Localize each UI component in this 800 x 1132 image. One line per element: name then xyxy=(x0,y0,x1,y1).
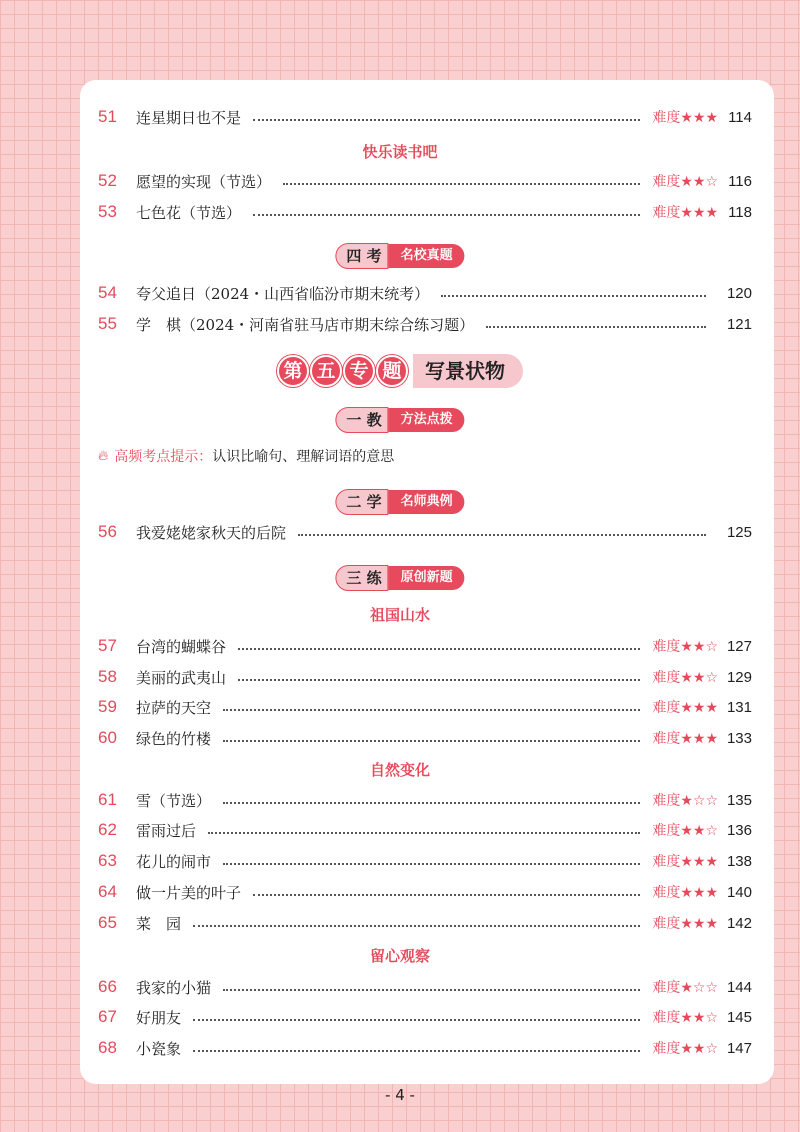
leader-dots xyxy=(238,679,640,681)
badge-label: 三 练 xyxy=(335,565,388,591)
leader-dots xyxy=(238,648,640,650)
leader-dots xyxy=(298,534,706,536)
entry-page: 142 xyxy=(726,914,752,932)
toc-entry[interactable] xyxy=(98,102,752,132)
difficulty-rating: 难度★★★ xyxy=(652,854,718,870)
subheading-nature: 自然变化 xyxy=(369,761,430,779)
entry-number: 56 xyxy=(98,522,117,541)
leader-dots xyxy=(223,863,640,865)
subheading-observe: 留心观察 xyxy=(369,947,430,965)
entry-title: 连星期日也不是 xyxy=(136,108,242,127)
entry-page: 129 xyxy=(726,668,752,686)
entry-page: 135 xyxy=(726,791,752,809)
entry-number: 58 xyxy=(98,667,117,686)
entry-title: 学 棋（2024・河南省驻马店市期末综合练习题） xyxy=(136,315,475,334)
entry-page: 125 xyxy=(726,523,752,541)
entry-title: 美丽的武夷山 xyxy=(136,668,227,687)
toc-entry[interactable] xyxy=(98,785,752,815)
difficulty-rating: 难度★★★ xyxy=(652,205,718,221)
toc-entry[interactable] xyxy=(98,877,752,907)
page-number: - 4 - xyxy=(385,1086,415,1104)
badge-tag: 原创新题 xyxy=(389,566,465,590)
toc-entry[interactable] xyxy=(98,309,752,339)
entry-number: 65 xyxy=(98,913,117,932)
entry-number: 64 xyxy=(98,882,117,901)
entry-title: 绿色的竹楼 xyxy=(136,729,212,748)
entry-page: 118 xyxy=(728,203,752,221)
badge-tag: 名校真题 xyxy=(389,244,465,268)
entry-title: 雪（节选） xyxy=(136,791,212,810)
section-badge-two xyxy=(335,489,464,515)
difficulty-rating: 难度★★☆ xyxy=(652,1041,718,1057)
difficulty-rating: 难度★★★ xyxy=(652,700,718,716)
difficulty-rating: 难度★★☆ xyxy=(652,670,718,686)
leader-dots xyxy=(193,925,640,927)
entry-page: 140 xyxy=(726,883,752,901)
toc-entry[interactable] xyxy=(98,723,752,753)
difficulty-rating: 难度★★★ xyxy=(652,885,718,901)
section-badge-one xyxy=(335,407,464,433)
toc-entry[interactable] xyxy=(98,197,752,227)
leader-dots xyxy=(253,894,640,896)
leader-dots xyxy=(486,326,706,328)
subheading-happy-reading: 快乐读书吧 xyxy=(362,143,438,161)
badge-label: 二 学 xyxy=(335,489,388,515)
entry-number: 62 xyxy=(98,820,117,839)
leader-dots xyxy=(253,119,640,121)
chapter-char: 五 xyxy=(310,355,342,387)
entry-title: 小瓷象 xyxy=(136,1039,182,1058)
entry-number: 55 xyxy=(98,314,117,333)
leader-dots xyxy=(223,802,640,804)
chapter-char: 第 xyxy=(277,355,309,387)
entry-number: 53 xyxy=(98,202,117,221)
chapter-heading xyxy=(277,354,523,388)
toc-entry[interactable] xyxy=(98,166,752,196)
difficulty-rating: 难度★★☆ xyxy=(652,174,718,190)
entry-number: 52 xyxy=(98,171,117,190)
entry-title: 做一片美的叶子 xyxy=(136,883,242,902)
exam-tip xyxy=(98,446,394,466)
difficulty-rating: 难度★☆☆ xyxy=(652,980,718,996)
entry-title: 我爱姥姥家秋天的后院 xyxy=(136,523,287,542)
toc-entry[interactable] xyxy=(98,815,752,845)
difficulty-rating: 难度★★☆ xyxy=(652,823,718,839)
entry-title: 台湾的蝴蝶谷 xyxy=(136,637,227,656)
leader-dots xyxy=(193,1050,640,1052)
entry-page: 145 xyxy=(726,1008,752,1026)
leader-dots xyxy=(253,214,640,216)
chapter-char: 题 xyxy=(376,355,408,387)
entry-number: 60 xyxy=(98,728,117,747)
entry-number: 61 xyxy=(98,790,117,809)
entry-page: 136 xyxy=(726,821,752,839)
badge-tag: 名师典例 xyxy=(389,490,465,514)
difficulty-rating: 难度★☆☆ xyxy=(652,793,718,809)
toc-entry[interactable] xyxy=(98,1033,752,1063)
toc-entry[interactable] xyxy=(98,846,752,876)
chapter-title: 写景状物 xyxy=(413,354,523,388)
entry-number: 57 xyxy=(98,636,117,655)
entry-page: 114 xyxy=(728,108,752,126)
entry-title: 拉萨的天空 xyxy=(136,698,212,717)
entry-page: 131 xyxy=(726,698,752,716)
difficulty-rating: 难度★★★ xyxy=(652,731,718,747)
section-badge-four xyxy=(335,243,464,269)
toc-entry[interactable] xyxy=(98,972,752,1002)
entry-page: 144 xyxy=(726,978,752,996)
leader-dots xyxy=(223,709,640,711)
section-badge-three xyxy=(335,565,464,591)
entry-page: 116 xyxy=(728,172,752,190)
entry-page: 120 xyxy=(726,284,752,302)
entry-number: 59 xyxy=(98,697,117,716)
entry-title: 愿望的实现（节选） xyxy=(136,172,272,191)
entry-page: 138 xyxy=(726,852,752,870)
entry-title: 我家的小猫 xyxy=(136,978,212,997)
badge-tag: 方法点拨 xyxy=(389,408,465,432)
entry-number: 66 xyxy=(98,977,117,996)
entry-number: 63 xyxy=(98,851,117,870)
leader-dots xyxy=(283,183,640,185)
badge-label: 一 教 xyxy=(335,407,388,433)
difficulty-rating: 难度★★★ xyxy=(652,110,718,126)
entry-title: 夸父追日（2024・山西省临汾市期末统考） xyxy=(136,284,430,303)
subheading-homeland: 祖国山水 xyxy=(369,606,430,624)
toc-entry[interactable] xyxy=(98,517,752,547)
difficulty-rating: 难度★★★ xyxy=(652,916,718,932)
entry-page: 127 xyxy=(726,637,752,655)
toc-entry[interactable] xyxy=(98,692,752,722)
difficulty-rating: 难度★★☆ xyxy=(652,1010,718,1026)
entry-title: 菜 园 xyxy=(136,914,182,933)
entry-number: 67 xyxy=(98,1007,117,1026)
entry-title: 好朋友 xyxy=(136,1008,182,1027)
entry-page: 121 xyxy=(726,315,752,333)
entry-title: 七色花（节选） xyxy=(136,203,242,222)
leader-dots xyxy=(223,740,640,742)
tip-label: 高频考点提示： xyxy=(114,449,213,465)
toc-entry[interactable] xyxy=(98,1002,752,1032)
entry-page: 133 xyxy=(726,729,752,747)
entry-page: 147 xyxy=(726,1039,752,1057)
badge-label: 四 考 xyxy=(335,243,388,269)
tip-text: 认识比喻句、理解词语的意思 xyxy=(212,449,395,465)
toc-entry[interactable] xyxy=(98,908,752,938)
entry-title: 雷雨过后 xyxy=(136,821,197,840)
leader-dots xyxy=(441,295,706,297)
entry-title: 花儿的闹市 xyxy=(136,852,212,871)
toc-entry[interactable] xyxy=(98,631,752,661)
toc-entry[interactable] xyxy=(98,662,752,692)
leader-dots xyxy=(208,832,640,834)
leader-dots xyxy=(223,989,640,991)
entry-number: 68 xyxy=(98,1038,117,1057)
toc-entry[interactable] xyxy=(98,278,752,308)
leader-dots xyxy=(193,1019,640,1021)
chapter-char: 专 xyxy=(343,355,375,387)
difficulty-rating: 难度★★☆ xyxy=(652,639,718,655)
entry-number: 54 xyxy=(98,283,117,302)
entry-number: 51 xyxy=(98,107,117,126)
flame-icon: 🔥︎ xyxy=(98,448,109,464)
